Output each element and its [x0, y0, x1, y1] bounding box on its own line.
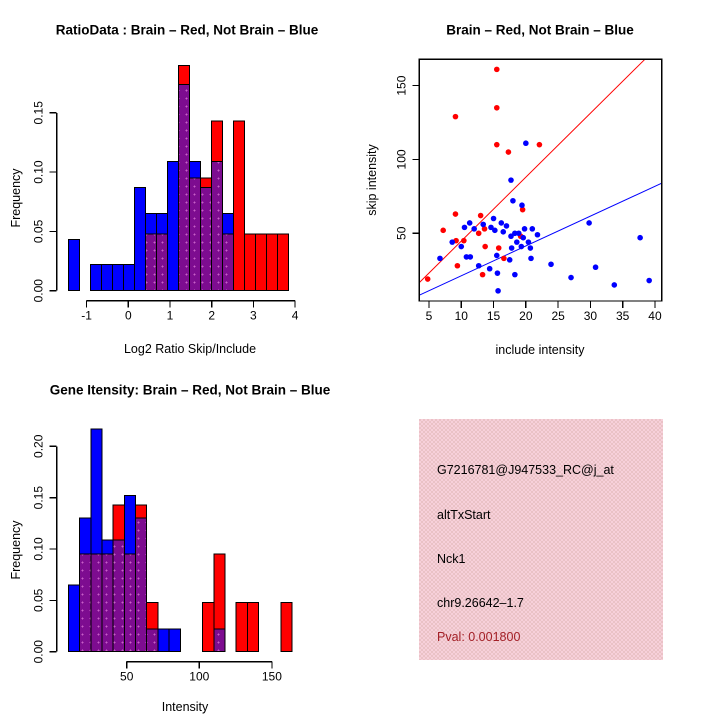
- y-tick-label: 150: [394, 75, 409, 96]
- hist-bar-overlap: [145, 234, 156, 291]
- scatter-point: [522, 226, 528, 232]
- scatter-point: [467, 220, 473, 226]
- hist-bar-overlap: [189, 178, 200, 291]
- scatter-point: [526, 239, 532, 245]
- hist-bar-blue: [90, 265, 101, 291]
- x-tick-label: -1: [81, 308, 92, 323]
- gene-histogram-plot: [0, 360, 360, 720]
- scatter-point: [478, 213, 484, 219]
- y-tick-label: 0.15: [31, 485, 46, 510]
- hist-bar-blue: [112, 265, 123, 291]
- scatter-point: [476, 263, 482, 269]
- scatter-point: [514, 239, 520, 245]
- scatter-point: [471, 226, 477, 232]
- scatter-point: [593, 264, 599, 270]
- x-tick-label: 50: [120, 669, 134, 684]
- hist-bar-blue: [134, 188, 145, 291]
- scatter-point: [440, 228, 446, 234]
- scatter-ylabel: skip intensity: [365, 144, 379, 216]
- scatter-point: [476, 230, 482, 236]
- scatter-plot: [360, 0, 720, 360]
- hist-bar-red: [236, 602, 247, 651]
- scatter-point: [520, 235, 526, 241]
- scatter-point: [637, 235, 643, 241]
- scatter-point: [458, 244, 464, 250]
- scatter-point: [508, 233, 514, 239]
- hist-bar-blue: [124, 496, 135, 555]
- scatter-point: [519, 202, 525, 208]
- scatter-point: [491, 216, 497, 222]
- scatter-point: [480, 222, 486, 228]
- scatter-point: [510, 198, 516, 204]
- scatter-point: [495, 270, 501, 276]
- hist-bar-blue: [91, 429, 102, 554]
- scatter-point: [523, 140, 529, 146]
- scatter-point: [487, 266, 493, 272]
- scatter-point: [512, 272, 518, 278]
- hist-bar-red: [247, 602, 258, 651]
- hist-bar-blue: [158, 629, 169, 652]
- hist-bar-overlap: [200, 188, 211, 291]
- scatter-point: [509, 245, 515, 251]
- hist-bar-overlap: [214, 629, 225, 652]
- hist-bar-overlap: [80, 554, 91, 652]
- hist-bar-red: [244, 234, 255, 291]
- scatter-point: [482, 244, 488, 250]
- hist-bar-blue: [68, 585, 79, 652]
- hist-bar-red: [147, 602, 158, 629]
- hist-bar-blue: [68, 240, 79, 291]
- scatter-point: [499, 220, 505, 226]
- hist-bar-red: [233, 121, 244, 291]
- event-type-text: altTxStart: [437, 508, 491, 522]
- x-tick-label: 4: [291, 308, 299, 323]
- scatter-point: [494, 253, 500, 259]
- scatter-point: [548, 261, 554, 267]
- scatter-point: [468, 254, 474, 260]
- x-tick-label: 10: [454, 309, 468, 323]
- hist-bar-blue: [222, 214, 233, 234]
- y-tick-label: 0.15: [31, 101, 46, 125]
- scatter-point: [586, 220, 592, 226]
- gene-hist-title: Gene Itensity: Brain – Red, Not Brain – Blue: [49, 382, 331, 398]
- scatter-point: [453, 211, 459, 217]
- scatter-point: [437, 256, 443, 262]
- x-tick-label: 5: [425, 309, 433, 323]
- x-tick-label: 1: [166, 308, 174, 323]
- hist-bar-blue: [101, 265, 112, 291]
- hist-bar-overlap: [222, 234, 233, 291]
- hist-bar-blue: [189, 161, 200, 178]
- gene-hist-ylabel: Frequency: [9, 520, 23, 580]
- x-tick-label: 40: [648, 309, 662, 323]
- scatter-point: [425, 276, 431, 282]
- hist-bar-red: [214, 554, 225, 629]
- ratio-hist-title: RatioData : Brain – Red, Not Brain – Blue: [55, 22, 319, 38]
- hist-bar-red: [266, 234, 277, 291]
- probe-id-text: G7216781@J947533_RC@j_at: [437, 463, 614, 477]
- scatter-point: [528, 256, 534, 262]
- hist-bar-red: [113, 505, 124, 540]
- scatter-point: [501, 256, 507, 262]
- hist-bar-overlap: [102, 554, 113, 652]
- scatter-point: [507, 257, 513, 263]
- scatter-point: [455, 263, 461, 269]
- scatter-point: [495, 288, 501, 294]
- scatter-point: [494, 67, 500, 73]
- scatter-point: [508, 177, 514, 183]
- scatter-point: [504, 223, 510, 229]
- scatter-point: [480, 272, 486, 278]
- hist-bar-red: [255, 234, 266, 291]
- hist-bar-overlap: [147, 629, 158, 652]
- hist-bar-blue: [145, 214, 156, 234]
- scatter-point: [500, 229, 506, 235]
- x-tick-label: 25: [551, 309, 565, 323]
- y-tick-label: 0.10: [31, 160, 46, 184]
- y-tick-label: 100: [394, 149, 409, 170]
- scatter-point: [568, 275, 574, 281]
- scatter-point: [496, 245, 502, 251]
- scatter-point: [449, 239, 455, 245]
- locus-text: chr9.26642–1.7: [437, 596, 524, 610]
- scatter-points-blue: [437, 140, 652, 293]
- scatter-point: [535, 232, 541, 238]
- scatter-point: [506, 149, 512, 155]
- x-tick-label: 0: [124, 308, 132, 323]
- hist-bar-blue: [102, 540, 113, 554]
- hist-bar-overlap: [91, 554, 102, 652]
- y-tick-label: 0.05: [31, 588, 46, 613]
- info-panel: [419, 419, 663, 660]
- x-tick-label: 150: [261, 669, 282, 684]
- x-tick-label: 35: [616, 309, 630, 323]
- scatter-point: [519, 244, 525, 250]
- hist-bar-red: [211, 121, 222, 161]
- x-tick-label: 15: [486, 309, 501, 323]
- gene-symbol-text: Nck1: [437, 552, 466, 566]
- hist-bar-overlap: [124, 554, 135, 652]
- y-tick-label: 0.10: [31, 537, 46, 561]
- scatter-point: [516, 230, 522, 236]
- scatter-point: [529, 226, 535, 232]
- ratio-hist-ylabel: Frequency: [9, 168, 23, 228]
- scatter-point: [461, 238, 467, 244]
- scatter-point: [494, 142, 500, 148]
- scatter-title: Brain – Red, Not Brain – Blue: [446, 22, 634, 38]
- scatter-point: [492, 228, 498, 234]
- x-tick-label: 30: [583, 309, 598, 323]
- scatter-point: [537, 142, 543, 148]
- y-tick-label: 50: [394, 226, 409, 240]
- hist-bar-red: [281, 602, 292, 651]
- y-tick-label: 0.00: [31, 640, 46, 664]
- scatter-point: [528, 245, 534, 251]
- hist-bar-red: [200, 178, 211, 187]
- scatter-point: [646, 278, 652, 284]
- ratio-hist-xlabel: Log2 Ratio Skip/Include: [123, 342, 257, 356]
- hist-bar-blue: [123, 265, 134, 291]
- y-tick-label: 0.05: [31, 219, 46, 244]
- ratio-histogram-plot: [0, 0, 360, 360]
- scatter-points-red: [425, 67, 542, 282]
- hist-bar-overlap: [156, 234, 167, 291]
- x-tick-label: 100: [189, 669, 210, 684]
- hist-bars: [68, 65, 288, 290]
- hist-bar-overlap: [136, 518, 147, 652]
- x-tick-label: 20: [519, 309, 533, 323]
- scatter-point: [612, 282, 618, 288]
- hist-bar-overlap: [178, 84, 189, 290]
- hist-bar-red: [178, 65, 189, 84]
- hist-bar-overlap: [113, 540, 124, 652]
- gene-hist-xlabel: Intensity: [161, 700, 209, 714]
- axes: [412, 86, 655, 308]
- scatter-xlabel: include intensity: [495, 343, 585, 357]
- y-tick-label: 0.00: [31, 279, 46, 303]
- scatter-point: [494, 105, 500, 111]
- y-tick-label: 0.20: [31, 434, 46, 458]
- hist-bar-red: [277, 234, 288, 291]
- hist-bar-red: [136, 505, 147, 518]
- scatter-point: [462, 225, 468, 231]
- x-tick-label: 3: [250, 308, 257, 323]
- hist-bar-blue: [156, 214, 167, 234]
- hist-bar-blue: [169, 629, 180, 652]
- scatter-point: [453, 114, 459, 120]
- pval-text: Pval: 0.001800: [437, 630, 521, 644]
- hist-bar-blue: [80, 518, 91, 554]
- hist-bar-blue: [167, 161, 178, 290]
- hist-bars: [68, 429, 292, 652]
- hist-bar-overlap: [211, 161, 222, 290]
- hist-bar-red: [203, 602, 214, 651]
- x-tick-label: 2: [208, 308, 216, 323]
